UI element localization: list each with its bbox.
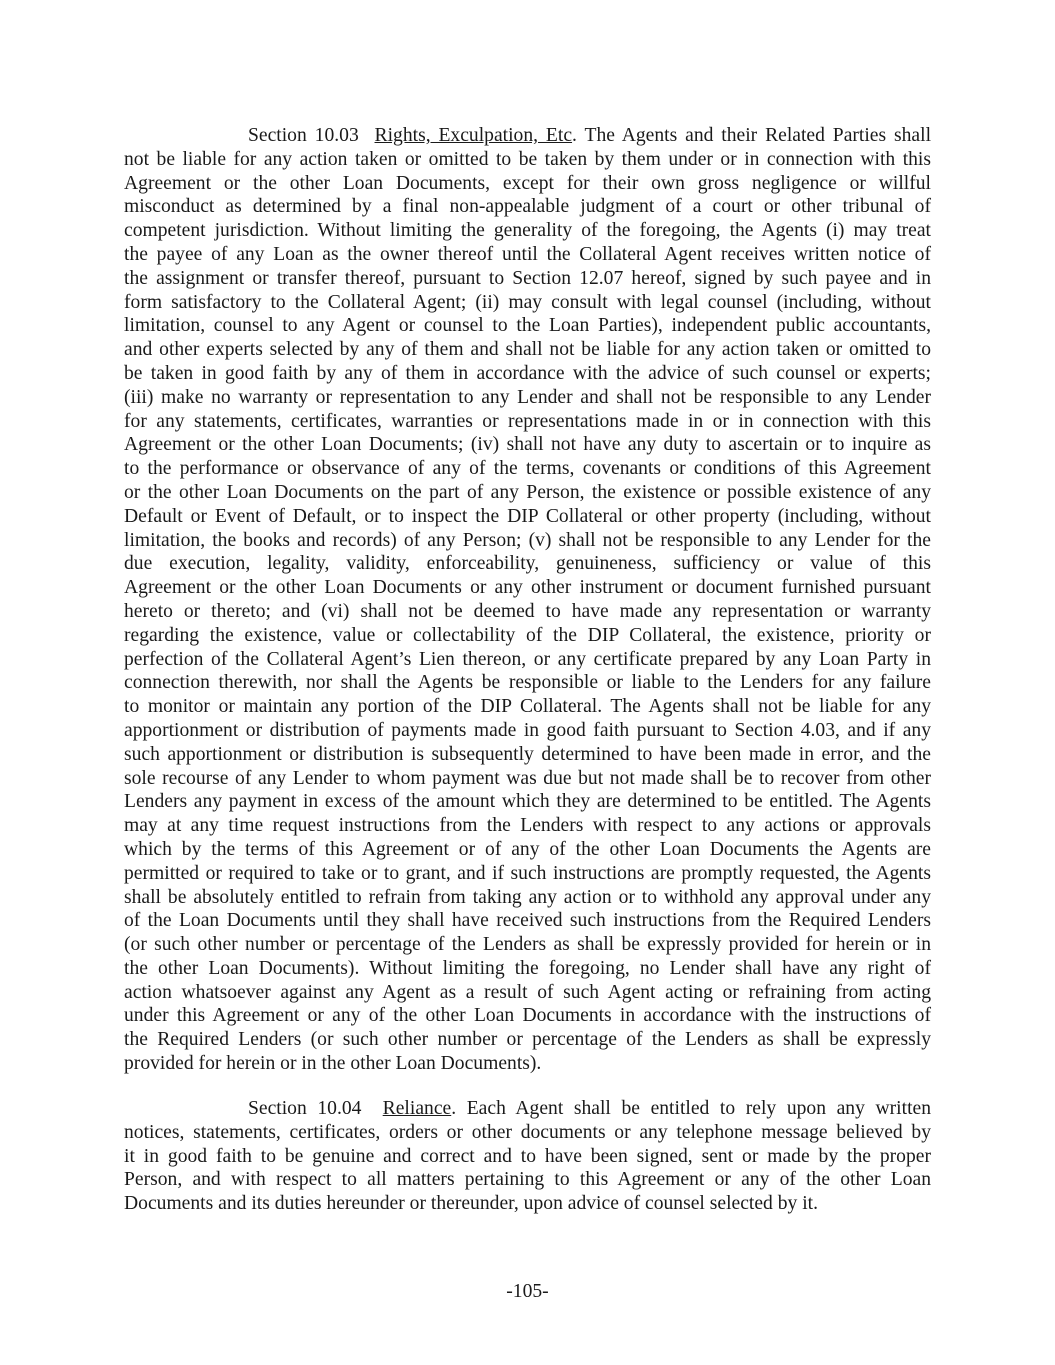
text-line: permitted or required to take or to grant, and if such instructions are promptly requested, the Agents [124, 862, 931, 884]
text-line: misconduct as determined by a final non-appealable judgment of a court or other tribunal of [124, 196, 931, 218]
text-line: (or such other number or percentage of the Lenders as shall be expressly provided for herein or in [124, 934, 931, 956]
text-line: to the performance or observance of any of the terms, covenants or conditions of this Agreement [124, 458, 931, 480]
text-line: Lenders any payment in excess of the amount which they are determined to be entitled. The Agents [124, 791, 931, 813]
page-number: -105- [506, 1281, 549, 1302]
text-line: and other experts selected by any of them and shall not be liable for any action taken or omitted to [124, 339, 931, 361]
text-line: or the other Loan Documents on the part of any Person, the existence or possible existence of any [124, 481, 931, 503]
paragraph-body [124, 148, 931, 1076]
text-line: perfection of the Collateral Agent’s Lien thereon, or any certificate prepared by any Loan Party in [124, 648, 931, 670]
text-line: Documents and its duties hereunder or thereunder, upon advice of counsel selected by it. [124, 1193, 819, 1215]
section-heading: Reliance [382, 1098, 452, 1119]
text-line: hereto or thereto; and (vi) shall not be deemed to have made any representation or warranty [124, 600, 931, 622]
text-line: limitation, counsel to any Agent or counsel to the Loan Parties), independent public accountants, [124, 315, 931, 337]
section-number: Section 10.04 [248, 1098, 362, 1119]
text-line: to monitor or maintain any portion of the DIP Collateral. The Agents shall not be liable for any [124, 696, 931, 718]
text-line: competent jurisdiction. Without limiting the generality of the foregoing, the Agents (i) may treat [124, 220, 931, 242]
text-line: notices, statements, certificates, orders or other documents or any telephone message believed by [124, 1121, 931, 1143]
text-line: form satisfactory to the Collateral Agent; (ii) may consult with legal counsel (including, without [124, 291, 931, 313]
text-line: connection therewith, nor shall the Agents be responsible or liable to the Lenders for any failure [124, 672, 931, 694]
paragraph-body [124, 1121, 931, 1216]
text-line: not be liable for any action taken or omitted to be taken by them under or in connection with this [124, 148, 931, 170]
text-line: Default or Event of Default, or to inspect the DIP Collateral or other property (including, without [124, 505, 931, 527]
section-heading: Rights, Exculpation, Etc [374, 125, 573, 146]
text-line: the payee of any Loan as the owner thereof until the Collateral Agent receives written notice of [124, 243, 931, 265]
first-line-text: . Each Agent shall be entitled to rely upon any written [451, 1098, 932, 1119]
text-line: (iii) make no warranty or representation to any Lender and shall not be responsible to any Lender [124, 386, 931, 408]
text-line: of the Loan Documents until they shall have received such instructions from the Required Lenders [124, 910, 931, 932]
text-line: such apportionment or distribution is subsequently determined to have been made in error, and the [124, 743, 931, 765]
first-line-text: . The Agents and their Related Parties shall [572, 125, 932, 146]
section-number: Section 10.03 [248, 125, 359, 146]
section-10-03-paragraph [124, 124, 931, 1076]
text-line: under this Agreement or any of the other Loan Documents in accordance with the instructions of [124, 1005, 931, 1027]
text-line: for any statements, certificates, warranties or representations made in or in connection with this [124, 410, 931, 432]
text-line: the other Loan Documents). Without limiting the foregoing, no Lender shall have any right of [124, 957, 931, 979]
text-line: action whatsoever against any Agent as a result of such Agent acting or refraining from acting [124, 981, 931, 1003]
text-line: provided for herein or in the other Loan Documents). [124, 1053, 542, 1075]
paragraph-first-line [124, 1097, 931, 1121]
text-line: apportionment or distribution of payments made in good faith pursuant to Section 4.03, and if any [124, 719, 931, 741]
text-line: which by the terms of this Agreement or of any of the other Loan Documents the Agents are [124, 838, 931, 860]
text-line: due execution, legality, validity, enforceability, genuineness, sufficiency or value of this [124, 553, 931, 575]
text-line: Agreement or the other Loan Documents; (iv) shall not have any duty to ascertain or to inquire as [124, 434, 931, 456]
text-line: the Required Lenders (or such other number or percentage of the Lenders as shall be expressly [124, 1029, 931, 1051]
text-line: be taken in good faith by any of them in accordance with the advice of such counsel or experts; [124, 362, 931, 384]
text-line: Person, and with respect to all matters pertaining to this Agreement or any of the other Loan [124, 1169, 931, 1191]
text-line: the assignment or transfer thereof, pursuant to Section 12.07 hereof, signed by such payee and in [124, 267, 931, 289]
text-line: shall be absolutely entitled to refrain from taking any action or to withhold any approval under any [124, 886, 931, 908]
text-line: may at any time request instructions from the Lenders with respect to any actions or approvals [124, 815, 931, 837]
text-line: sole recourse of any Lender to whom payment was due but not made shall be to recover from other [124, 767, 931, 789]
section-10-04-paragraph [124, 1097, 931, 1216]
text-line: Agreement or the other Loan Documents or any other instrument or document furnished pursuant [124, 577, 931, 599]
paragraph-first-line [124, 124, 931, 148]
text-line: Agreement or the other Loan Documents, except for their own gross negligence or willful [124, 172, 931, 194]
text-line: regarding the existence, value or collectability of the DIP Collateral, the existence, priority or [124, 624, 931, 646]
text-line: it in good faith to be genuine and correct and to have been signed, sent or made by the proper [124, 1145, 931, 1167]
text-line: limitation, the books and records) of any Person; (v) shall not be responsible to any Lender for the [124, 529, 931, 551]
